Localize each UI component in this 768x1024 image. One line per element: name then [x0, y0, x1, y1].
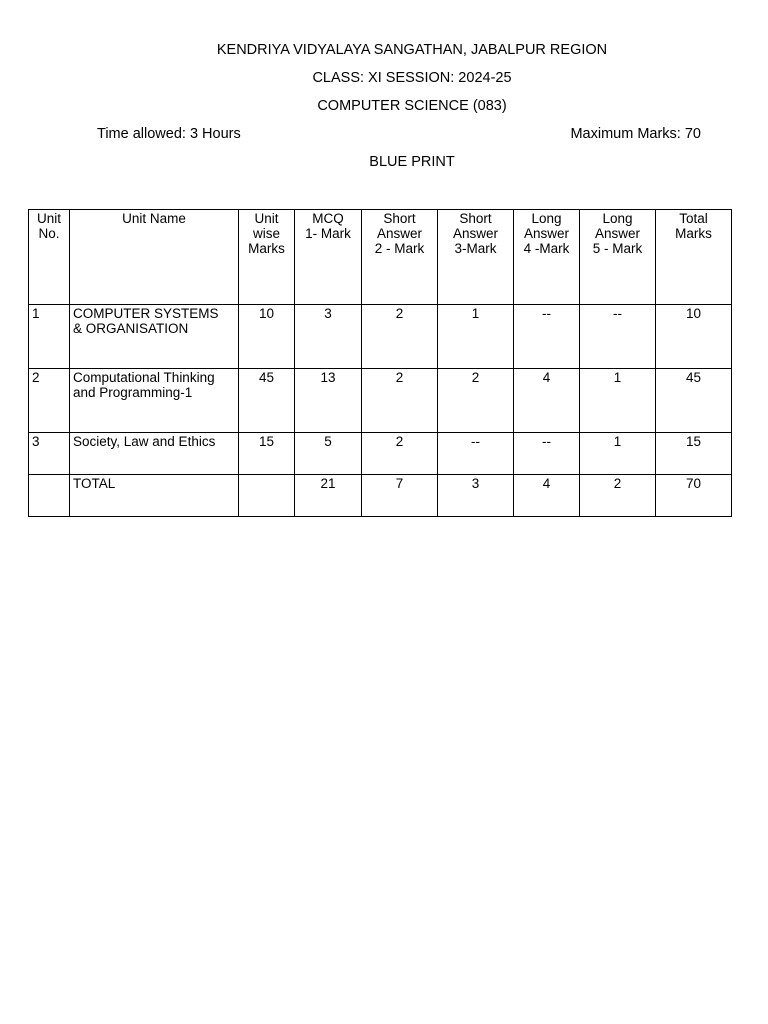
- column-header-long-answer-5: Long Answer 5 - Mark: [580, 210, 656, 305]
- cell-long-answer-5: --: [580, 305, 656, 369]
- cell-short-answer-3: 1: [438, 305, 514, 369]
- cell-long-answer-4: 4: [514, 369, 580, 433]
- blueprint-table: [28, 209, 732, 517]
- column-header-total-marks: Total Marks: [656, 210, 732, 305]
- cell-unit-name: COMPUTER SYSTEMS & ORGANISATION: [70, 305, 239, 369]
- cell-unit-wise-marks: 10: [239, 305, 295, 369]
- document-title: BLUE PRINT: [369, 154, 455, 170]
- cell-short-answer-3: --: [438, 433, 514, 475]
- organization-title: KENDRIYA VIDYALAYA SANGATHAN, JABALPUR REGION: [216, 42, 608, 58]
- column-header-mcq: MCQ 1- Mark: [295, 210, 362, 305]
- cell-short-answer-2: 2: [362, 433, 438, 475]
- time-allowed: Time allowed: 3 Hours: [97, 126, 241, 142]
- column-header-unit-name: Unit Name: [70, 210, 239, 305]
- cell-unit-wise-marks: [239, 475, 295, 517]
- cell-unit-name: Society, Law and Ethics: [70, 433, 239, 475]
- subject-title: COMPUTER SCIENCE (083): [317, 98, 507, 114]
- total-long-answer-5: 2: [580, 475, 656, 517]
- cell-mcq: 13: [295, 369, 362, 433]
- table-header-row: [29, 210, 732, 305]
- column-header-unit-no: Unit No.: [29, 210, 70, 305]
- cell-unit-no: 1: [29, 305, 70, 369]
- column-header-unit-wise-marks: Unit wise Marks: [239, 210, 295, 305]
- column-header-short-answer-2: Short Answer 2 - Mark: [362, 210, 438, 305]
- cell-unit-name: Computational Thinking and Programming-1: [70, 369, 239, 433]
- cell-long-answer-5: 1: [580, 369, 656, 433]
- table-row: [29, 433, 732, 475]
- column-header-short-answer-3: Short Answer 3-Mark: [438, 210, 514, 305]
- total-short-answer-3: 3: [438, 475, 514, 517]
- cell-unit-wise-marks: 45: [239, 369, 295, 433]
- table-row: [29, 305, 732, 369]
- cell-unit-no: [29, 475, 70, 517]
- cell-total-marks: 45: [656, 369, 732, 433]
- cell-long-answer-4: --: [514, 305, 580, 369]
- cell-mcq: 5: [295, 433, 362, 475]
- total-mcq: 21: [295, 475, 362, 517]
- cell-short-answer-2: 2: [362, 305, 438, 369]
- cell-mcq: 3: [295, 305, 362, 369]
- cell-long-answer-5: 1: [580, 433, 656, 475]
- cell-unit-wise-marks: 15: [239, 433, 295, 475]
- total-short-answer-2: 7: [362, 475, 438, 517]
- cell-short-answer-3: 2: [438, 369, 514, 433]
- table-total-row: [29, 475, 732, 517]
- maximum-marks: Maximum Marks: 70: [570, 126, 701, 142]
- table-row: [29, 369, 732, 433]
- total-long-answer-4: 4: [514, 475, 580, 517]
- total-label: TOTAL: [70, 475, 239, 517]
- class-session-line: CLASS: XI SESSION: 2024-25: [312, 70, 512, 86]
- cell-short-answer-2: 2: [362, 369, 438, 433]
- cell-unit-no: 2: [29, 369, 70, 433]
- cell-total-marks: 10: [656, 305, 732, 369]
- total-marks: 70: [656, 475, 732, 517]
- cell-long-answer-4: --: [514, 433, 580, 475]
- cell-unit-no: 3: [29, 433, 70, 475]
- column-header-long-answer-4: Long Answer 4 -Mark: [514, 210, 580, 305]
- cell-total-marks: 15: [656, 433, 732, 475]
